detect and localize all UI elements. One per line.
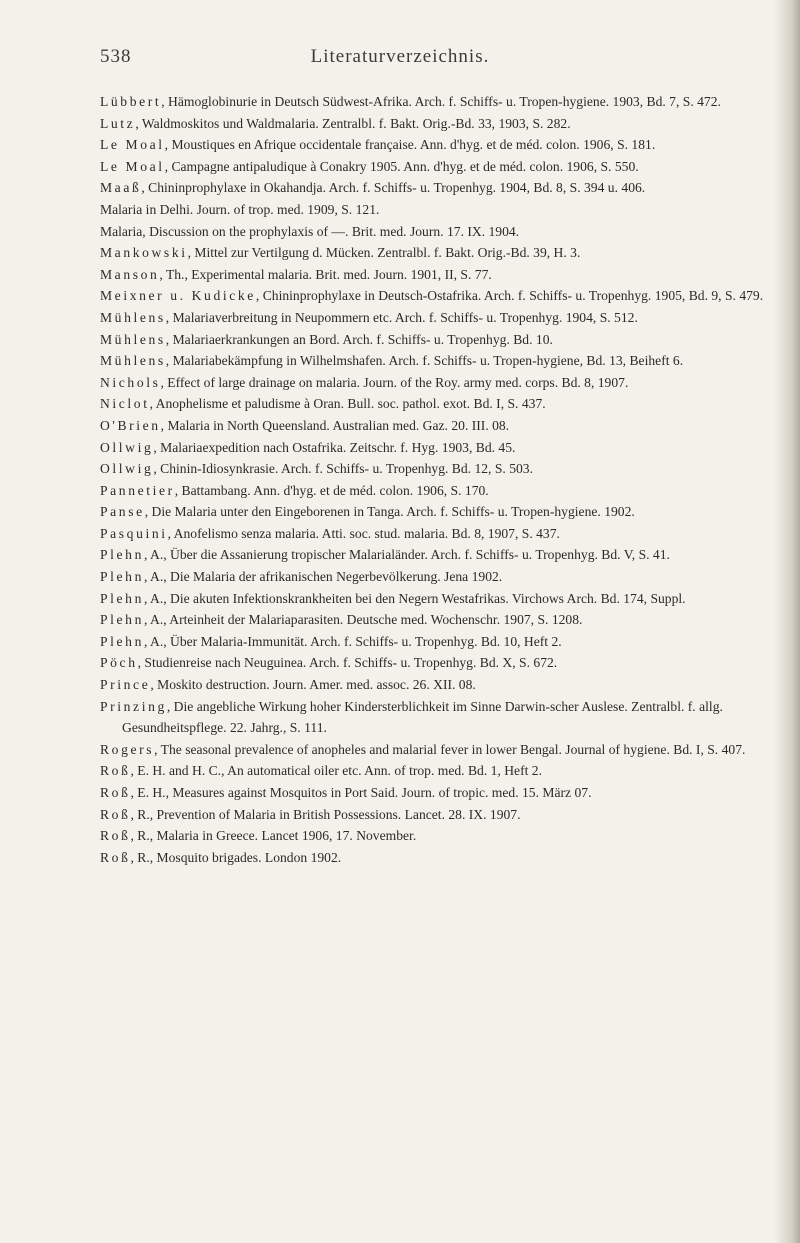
entry-text: , R., Prevention of Malaria in British Possessions. Lancet. 28. IX. 1907. — [130, 806, 521, 822]
entry-author: Ollwig — [100, 461, 154, 477]
entry-author: Mankowski — [100, 245, 188, 261]
bibliography-entry — [100, 804, 780, 826]
entry-text: , Malariaerkrankungen an Bord. Arch. f. Schiffs- u. Tropenhyg. Bd. 10. — [165, 331, 553, 347]
bibliography-entry — [100, 221, 780, 243]
bibliography-entry — [100, 652, 780, 674]
entry-text: , Waldmoskitos und Waldmalaria. Zentralbl. f. Bakt. Orig.-Bd. 33, 1903, S. 282. — [135, 115, 571, 131]
entry-text: , A., Über Malaria-Immunität. Arch. f. Schiffs- u. Tropenhyg. Bd. 10, Heft 2. — [143, 633, 562, 649]
bibliography-entry — [100, 674, 780, 696]
entry-text: , A., Die akuten Infektionskrankheiten bei den Negern Westafrikas. Virchows Arch. Bd. 174, Suppl. — [143, 590, 686, 606]
bibliography-entry — [100, 329, 780, 351]
entry-author: Roß — [100, 849, 131, 865]
entry-text: , E. H., Measures against Mosquitos in Port Said. Journ. of tropic. med. 15. März 07. — [130, 785, 592, 800]
entry-author: O'Brien — [100, 417, 161, 433]
entry-author: Manson — [100, 266, 160, 282]
bibliography-entry — [100, 307, 780, 329]
entry-text: Malaria in Delhi. Journ. of trop. med. 1909, S. 121. — [100, 201, 380, 217]
entry-text: , Hämoglobinurie in Deutsch Südwest-Afrika. Arch. f. Schiffs- u. Tropen-hygiene. 1903, Bd. 7, S. 472. — [161, 94, 721, 109]
bibliography-entry — [100, 393, 780, 415]
entry-text: , E. H. and H. C., An automatical oiler etc. Ann. of trop. med. Bd. 1, Heft 2. — [130, 763, 542, 779]
entry-author: Rogers — [100, 741, 155, 757]
bibliography-entry — [100, 523, 780, 545]
entry-text: , The seasonal prevalence of anopheles and malarial fever in lower Bengal. Journal of hygiene. Bd. I, S. 407. — [154, 741, 746, 757]
entry-author: Pöch — [100, 655, 138, 671]
bibliography-entry — [100, 91, 780, 113]
entry-text: , Chinin-Idiosynkrasie. Arch. f. Schiffs- u. Tropenhyg. Bd. 12, S. 503. — [153, 461, 533, 477]
entry-author: Lübbert — [100, 94, 162, 109]
bibliography-entry — [100, 156, 780, 178]
entry-text: , Malaria in North Queensland. Australian med. Gaz. 20. III. 08. — [160, 417, 510, 433]
entry-text: , Anophelisme et paludisme à Oran. Bull. soc. pathol. exot. Bd. I, S. 437. — [149, 396, 546, 412]
entry-author: Plehn — [100, 612, 144, 628]
entry-author: Ollwig — [100, 439, 154, 455]
entry-author: Plehn — [100, 590, 144, 606]
entry-text: , Anofelismo senza malaria. Atti. soc. stud. malaria. Bd. 8, 1907, S. 437. — [167, 525, 560, 541]
entry-author: Prince — [100, 677, 151, 693]
bibliography-entry — [100, 696, 780, 739]
entry-text: , A., Die Malaria der afrikanischen Negerbevölkerung. Jena 1902. — [143, 569, 503, 585]
running-title: Literaturverzeichnis. — [310, 46, 490, 67]
entry-text: , Malariaexpedition nach Ostafrika. Zeitschr. f. Hyg. 1903, Bd. 45. — [153, 439, 516, 455]
entry-text: , Th., Experimental malaria. Brit. med. Journ. 1901, II, S. 77. — [159, 266, 492, 282]
bibliography-entry — [100, 372, 780, 394]
bibliography-entry — [100, 739, 780, 761]
entry-author: Mühlens — [100, 309, 166, 325]
entry-text: , Die Malaria unter den Eingeborenen in Tanga. Arch. f. Schiffs- u. Tropen-hygiene. 1902. — [144, 504, 635, 520]
page-number: 538 — [100, 46, 132, 67]
entry-text: , Campagne antipaludique à Conakry 1905. Ann. d'hyg. et de méd. colon. 1906, S. 550. — [164, 158, 639, 174]
entry-author: Plehn — [100, 633, 144, 649]
bibliography-entry — [100, 177, 780, 199]
entry-text: , Chininprophylaxe in Deutsch-Ostafrika. Arch. f. Schiffs- u. Tropenhyg. 1905, Bd. 9, S. 479. — [255, 288, 764, 304]
bibliography-entry — [100, 760, 780, 782]
page-header — [0, 46, 800, 76]
bibliography-entry — [100, 264, 780, 286]
entry-author: Mühlens — [100, 331, 166, 347]
entry-text: , A., Über die Assanierung tropischer Malarialänder. Arch. f. Schiffs- u. Tropenhyg. Bd. V, S. 41. — [143, 547, 670, 563]
entry-author: Roß — [100, 828, 131, 844]
entry-text: , Chininprophylaxe in Okahandja. Arch. f. Schiffs- u. Tropenhyg. 1904, Bd. 8, S. 394 u. 406. — [141, 180, 646, 196]
entry-author: Nichols — [100, 374, 161, 390]
entry-text: , Moskito destruction. Journ. Amer. med. assoc. 26. XII. 08. — [150, 677, 476, 693]
entry-author: Roß — [100, 763, 131, 779]
entry-text: , Battambang. Ann. d'hyg. et de méd. colon. 1906, S. 170. — [174, 482, 489, 498]
entry-text: , Malariaverbreitung in Neupommern etc. Arch. f. Schiffs- u. Tropenhyg. 1904, S. 512. — [165, 309, 638, 325]
entry-author: Meixner u. Kudicke — [100, 288, 256, 304]
bibliography-entry — [100, 782, 780, 804]
entry-text: , Studienreise nach Neuguinea. Arch. f. Schiffs- u. Tropenhyg. Bd. X, S. 672. — [137, 655, 558, 671]
entry-text: , Moustiques en Afrique occidentale française. Ann. d'hyg. et de méd. colon. 1906, S. 181. — [164, 137, 656, 153]
bibliography-entry — [100, 588, 780, 610]
bibliography-entry — [100, 631, 780, 653]
entry-author: Prinzing — [100, 698, 167, 714]
bibliography-entry — [100, 458, 780, 480]
entry-author: Roß — [100, 785, 131, 800]
bibliography-list — [100, 91, 780, 868]
entry-author: Lutz — [100, 115, 136, 131]
entry-text: , Malariabekämpfung in Wilhelmshafen. Arch. f. Schiffs- u. Tropen-hygiene, Bd. 13, Beiheft 6. — [165, 353, 684, 369]
bibliography-entry — [100, 350, 780, 372]
bibliography-entry — [100, 134, 780, 156]
entry-author: Roß — [100, 806, 131, 822]
bibliography-entry — [100, 199, 780, 221]
page-edge-shadow — [774, 0, 800, 1243]
entry-text: , R., Malaria in Greece. Lancet 1906, 17. November. — [130, 828, 417, 844]
bibliography-entry — [100, 415, 780, 437]
entry-author: Pasquini — [100, 525, 168, 541]
bibliography-entry — [100, 242, 780, 264]
entry-author: Plehn — [100, 547, 144, 563]
bibliography-entry — [100, 437, 780, 459]
entry-author: Mühlens — [100, 353, 166, 369]
entry-author: Le Moal — [100, 158, 165, 174]
bibliography-entry — [100, 847, 780, 869]
entry-text: Malaria, Discussion on the prophylaxis of —. Brit. med. Journ. 17. IX. 1904. — [100, 223, 520, 239]
entry-author: Pannetier — [100, 482, 175, 498]
entry-text: , Effect of large drainage on malaria. Journ. of the Roy. army med. corps. Bd. 8, 1907. — [160, 374, 629, 390]
entry-author: Le Moal — [100, 137, 165, 153]
entry-author: Plehn — [100, 569, 144, 585]
bibliography-entry — [100, 566, 780, 588]
entry-author: Niclot — [100, 396, 150, 412]
entry-text: , Die angebliche Wirkung hoher Kindersterblichkeit im Sinne Darwin-scher Auslese. Zentralbl. f. allg. Gesundheitspflege. 22. Jahrg., S. 111. — [122, 698, 723, 736]
bibliography-entry — [100, 480, 780, 502]
entry-text: , A., Arteinheit der Malariaparasiten. Deutsche med. Wochenschr. 1907, S. 1208. — [143, 612, 583, 628]
bibliography-entry — [100, 825, 780, 847]
entry-author: Panse — [100, 504, 145, 520]
entry-text: , Mittel zur Vertilgung d. Mücken. Zentralbl. f. Bakt. Orig.-Bd. 39, H. 3. — [187, 245, 581, 261]
bibliography-entry — [100, 544, 780, 566]
entry-author: Maaß — [100, 180, 142, 196]
entry-text: , R., Mosquito brigades. London 1902. — [130, 849, 342, 865]
bibliography-entry — [100, 285, 780, 307]
bibliography-entry — [100, 609, 780, 631]
bibliography-entry — [100, 501, 780, 523]
bibliography-entry — [100, 113, 780, 135]
